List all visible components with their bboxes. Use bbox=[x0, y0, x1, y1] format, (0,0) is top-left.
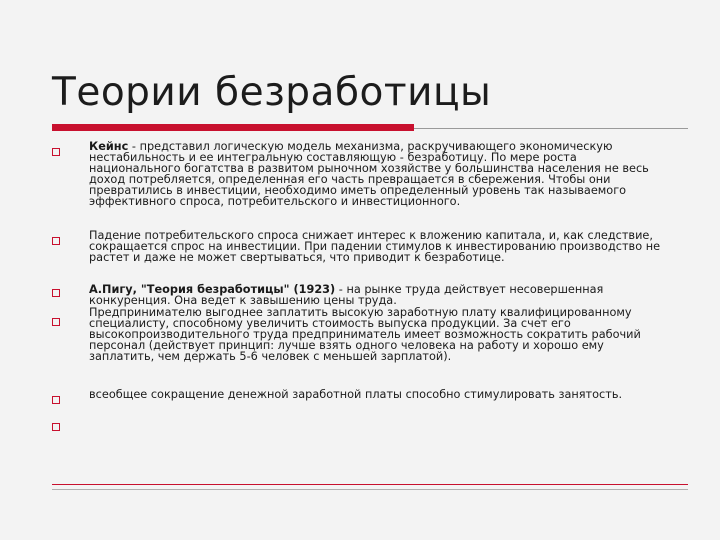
square-bullet-icon bbox=[52, 318, 60, 326]
list-item-lead: Кейнс bbox=[89, 140, 129, 153]
square-bullet-icon bbox=[52, 396, 60, 404]
list-item-text bbox=[89, 231, 669, 264]
list-item-body: Предпринимателю выгоднее заплатить высокую заработную плату квалифицированному специалисту, способному увеличить стоимость выпуска продукции. За счет его высокопроизводительного труда предприниматель имеет возможность сократить рабочий персонал (действует принцип: лучше взять одного человека на работу и хорошо ему заплатить, чем держать 5-6 человек с меньшей зарплатой). bbox=[89, 306, 641, 363]
list-item-text bbox=[89, 390, 669, 401]
square-bullet-icon bbox=[52, 237, 60, 245]
square-bullet-icon bbox=[52, 289, 60, 297]
footer-divider bbox=[52, 489, 688, 490]
square-bullet-icon bbox=[52, 423, 60, 431]
list-item-lead: А.Пигу, "Теория безработицы" (1923) bbox=[89, 283, 336, 296]
square-bullet-icon bbox=[52, 148, 60, 156]
list-item-text bbox=[89, 285, 669, 307]
footer-divider-accent bbox=[52, 484, 688, 485]
list-item-body: всеобщее сокращение денежной заработной платы способно стимулировать занятость. bbox=[89, 388, 623, 401]
list-item-body: - на рынке труда действует несовершенная конкуренция. Она ведет к завышению цены труда. bbox=[89, 283, 604, 307]
list-item-body: - представил логическую модель механизма, раскручивающего экономическую нестабильность и ее интегральную составляющую - безработицу. По мере роста национального богатства в развитом рыночном хозяйстве у большинства населения не весь доход потребляется, определенная его часть превращается в сбережения. Чтобы они превратились в инвестиции, необходимо иметь определенный уровень так называемого эффективного спроса, потребительского и инвестиционного. bbox=[89, 140, 649, 208]
list-item-text bbox=[89, 142, 669, 207]
list-item-body: Падение потребительского спроса снижает интерес к вложению капитала, и, как следствие, сокращается спрос на инвестиции. При падении стимулов к инвестированию производство не растет и даже не может свертываться, что приводит к безработице. bbox=[89, 229, 661, 264]
title-accent-bar bbox=[52, 124, 414, 131]
slide-title: Теории безработицы bbox=[52, 70, 492, 115]
list-item-text bbox=[89, 308, 669, 363]
